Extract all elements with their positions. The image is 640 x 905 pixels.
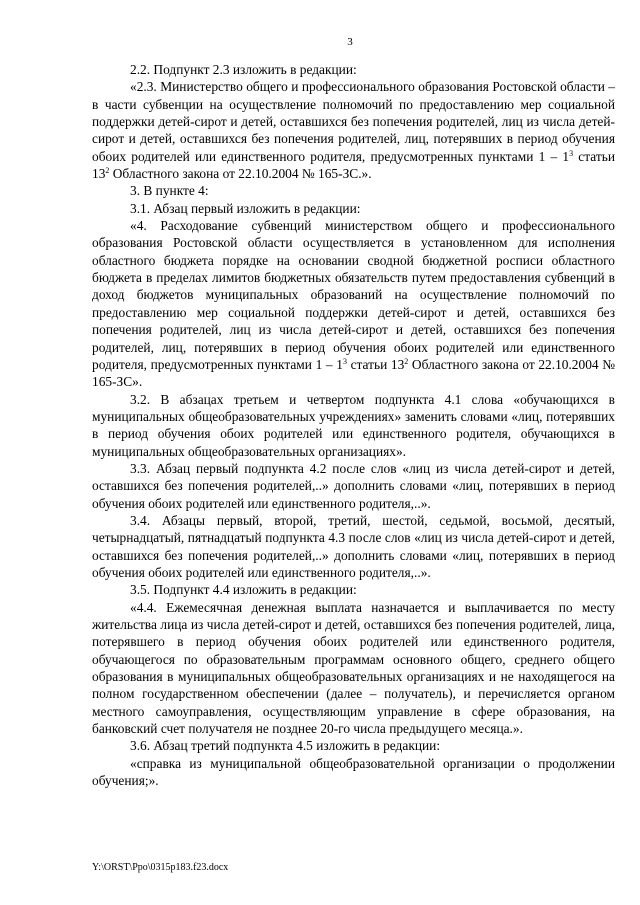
paragraph (92, 61, 615, 78)
paragraph-text: «2.3. Министерство общего и профессионального образования Ростовской области – в части субвенции на осуществление полномочий по предоставлению мер социальной поддержки детей-сирот и детей, оставшихся без попечения родителей, лиц из числа детей-сирот и детей, оставшихся без попечения родителей, лиц, потерявших в период обучения обоих родителей или единственного родителя, предусмотренных пунктами 1 – 1 (92, 79, 615, 164)
superscript: 2 (105, 166, 110, 176)
paragraph-text: 3.6. Абзац третий подпункта 4.5 изложить в редакции: (130, 738, 441, 754)
paragraph (92, 217, 615, 390)
superscript: 3 (342, 356, 347, 366)
paragraph-text: статьи 13 (92, 148, 615, 182)
paragraph-text: 3.2. В абзацах третьем и четвертом подпункта 4.1 слова «обучающихся в муниципальных общеобразовательных учреждениях» заменить словами «лиц, потерявших в период обучения обоих родителей или единственного родителя, обучающихся в муниципальных общеобразовательных организациях». (92, 391, 615, 459)
paragraph-text: «справка из муниципальной общеобразовательной организации о продолжении обучения;». (92, 755, 615, 789)
paragraph (92, 599, 615, 738)
paragraph-text: статьи 13 (346, 356, 405, 372)
paragraph (92, 200, 615, 217)
paragraph-text: «4.4. Ежемесячная денежная выплата назначается и выплачивается по месту жительства лица из числа детей-сирот и детей, оставшихся без попечения родителей, лица, потерявшего в период обучения обоих родителей или единственного родителя, обучающегося по образовательным программам основного общего, среднего общего образования в муниципальных общеобразовательных организациях и не находящегося на полном государственном обеспечении (далее – получатель), и перечисляется органом местного самоуправления, осуществляющим управление в сфере образования, на банковский счет получателя не позднее 20-го числа предыдущего месяца.». (92, 599, 615, 737)
paragraph-text: 3.4. Абзацы первый, второй, третий, шестой, седьмой, восьмой, десятый, четырнадцатый, пятнадцатый подпункта 4.3 после слов «лиц из числа детей-сирот и детей, оставшихся без попечения родителей,..» дополнить словами «лиц, потерявших в период обучения обоих родителей или единственного родителя,..». (92, 512, 615, 580)
paragraph-text: Областного закона от 22.10.2004 № 165-ЗС». (92, 356, 615, 390)
paragraph (92, 78, 615, 182)
paragraph-text: Областного закона от 22.10.2004 № 165-ЗС.». (109, 166, 372, 182)
paragraph (92, 182, 615, 199)
paragraph-text: 3.3. Абзац первый подпункта 4.2 после слов «лиц из числа детей-сирот и детей, оставшихся без попечения родителей,..» дополнить словами «лиц, потерявших в период обучения обоих родителей или единственного родителя,..». (92, 460, 615, 511)
superscript: 3 (569, 148, 574, 158)
document-body (92, 61, 615, 789)
paragraph (92, 755, 615, 790)
paragraph-text: 3.1. Абзац первый изложить в редакции: (130, 200, 361, 216)
paragraph-text: 2.2. Подпункт 2.3 изложить в редакции: (130, 62, 357, 77)
paragraph (92, 581, 615, 598)
superscript: 2 (404, 356, 409, 366)
paragraph-text: 3. В пункте 4: (130, 183, 209, 199)
paragraph (92, 391, 615, 460)
paragraph (92, 737, 615, 754)
paragraph (92, 512, 615, 581)
page-number: 3 (347, 36, 353, 48)
paragraph (92, 460, 615, 512)
paragraph-text: «4. Расходование субвенций министерством общего и профессионального образования Ростовской области осуществляется в установленном для исполнения областного бюджета порядке на основании сводной бюджетной росписи областного бюджета в пределах лимитов бюджетных обязательств путем предоставления субвенций в доход бюджетов муниципальных образований на осуществление полномочий по предоставлению мер социальной поддержки детей-сирот и детей, оставшихся без попечения родителей, лиц из числа детей-сирот и детей, оставшихся без попечения родителей, лиц, потерявших в период обучения обоих родителей или единственного родителя, предусмотренных пунктами 1 – 1 (92, 218, 615, 372)
paragraph-text: 3.5. Подпункт 4.4 изложить в редакции: (130, 582, 357, 598)
file-path-footer: Y:\ORST\Ppo\0315p183.f23.docx (92, 862, 229, 873)
